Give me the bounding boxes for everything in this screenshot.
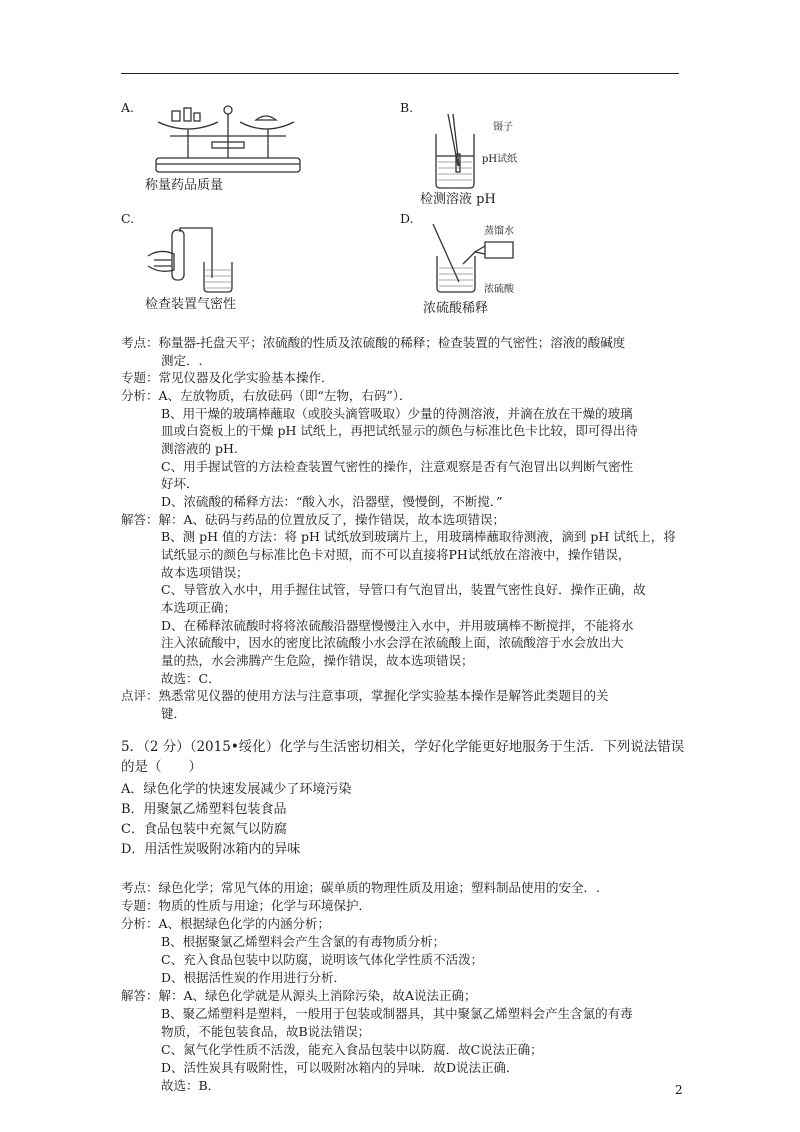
q5-jieda-1: 解答：解：A、绿色化学就是从源头上消除污染，故A说法正确；	[121, 988, 477, 1003]
q4-jieda-5: C、导管放入水中，用手握住试管，导管口有气泡冒出，装置气密性良好．操作正确，故	[161, 582, 646, 597]
ph-paper-label: pH试纸	[482, 154, 518, 165]
q5-jieda-2: B、聚乙烯塑料是塑料，一般用于包装或制器具，其中聚氯乙烯塑料会产生含氯的有毒	[161, 1006, 633, 1021]
airtight-check-image	[144, 226, 244, 294]
q5-jieda-6: 故选：B．	[161, 1078, 221, 1093]
tweezers-label: 镊子	[493, 122, 513, 133]
q5-stem-1: 5．（2 分）（2015•绥化）化学与生活密切相关，学好化学能更好地服务于生活．下列说法错误	[121, 739, 685, 755]
q5-choice-a: A．绿色化学的快速发展减少了环境污染	[121, 782, 352, 797]
q5-kaodian: 考点：绿色化学；常见气体的用途；碳单质的物理性质及用途；塑料制品使用的安全．.	[121, 880, 600, 895]
option-b-caption: 检测溶液 pH	[420, 192, 496, 207]
q5-stem-2: 的是（ ）	[121, 759, 202, 775]
q4-fenxi-3: 皿或白瓷板上的干燥 pH 试纸上，再把试纸显示的颜色与标准比色卡比较，即可得出待	[161, 423, 638, 438]
q4-jieda-7: D、在稀释浓硫酸时将将浓硫酸沿器壁慢慢注入水中，并用玻璃棒不断搅拌，不能将水	[161, 618, 634, 633]
q5-zhuanti: 专题：物质的性质与用途；化学与环境保护．	[121, 898, 372, 913]
q4-jieda-3: 试纸显示的颜色与标准比色卡对照，而不可以直接将PH试纸放在溶液中，操作错误，	[161, 547, 631, 562]
option-a-letter: A.	[121, 100, 135, 115]
q4-jieda-9: 量的热，水会沸腾产生危险，操作错误，故本选项错误；	[161, 653, 474, 668]
q4-fenxi-2: B、用干燥的玻璃棒蘸取（或胶头滴管吸取）少量的待测溶液，并滴在放在干燥的玻璃	[161, 406, 633, 421]
q5-jieda-5: D、活性炭具有吸附性，可以吸附冰箱内的异味．故D说法正确．	[161, 1060, 519, 1075]
q5-fenxi-2: B、根据聚氯乙烯塑料会产生含氯的有毒物质分析；	[161, 934, 446, 949]
sulfuric-acid-label: 浓硫酸	[484, 284, 514, 295]
q4-fenxi-5: C、用手握试管的方法检查装置气密性的操作，注意观察是否有气泡冒出以判断气密性	[161, 459, 634, 474]
q4-fenxi-4: 测溶液的 pH.	[161, 441, 238, 456]
option-a-caption: 称量药品质量	[145, 178, 224, 193]
q5-fenxi-3: C、充入食品包装中以防腐，说明该气体化学性质不活泼；	[161, 952, 484, 967]
option-b-letter: B.	[400, 100, 414, 115]
q4-kaodian-1: 考点：称量器-托盘天平；浓硫酸的性质及浓硫酸的稀释；检查装置的气密性；溶液的酸碱度	[121, 335, 626, 350]
q5-choice-d: D．用活性炭吸附冰箱内的异味	[121, 842, 301, 857]
option-d-letter: D.	[400, 211, 414, 226]
option-d-caption: 浓硫酸稀释	[423, 301, 489, 316]
option-c-caption: 检查装置气密性	[145, 297, 237, 312]
q4-kaodian-2: 测定．.	[161, 353, 203, 368]
q5-choice-b: B．用聚氯乙烯塑料包装食品	[121, 802, 287, 817]
header-rule	[121, 73, 679, 74]
q5-fenxi-1: 分析：A、根据绿色化学的内涵分析；	[121, 916, 331, 931]
q4-jieda-1: 解答：解：A、砝码与药品的位置放反了，操作错误，故本选项错误；	[121, 512, 506, 527]
q4-jieda-2: B、测 pH 值的方法：将 pH 试纸放到玻璃片上，用玻璃棒蘸取待测液，滴到 pH 试纸上，将	[161, 529, 676, 544]
q4-zhuanti: 专题：常见仪器及化学实验基本操作．	[121, 370, 334, 385]
distilled-water-label: 蒸馏水	[484, 226, 514, 237]
q4-jieda-10: 故选：C．	[161, 671, 221, 686]
q4-fenxi-6: 好坏．	[161, 476, 199, 491]
q4-dianping-2: 键．	[161, 706, 187, 721]
q4-fenxi-7: D、浓硫酸的稀释方法：“酸入水，沿器壁，慢慢倒，不断搅．”	[161, 494, 503, 509]
ph-test-image	[430, 112, 480, 190]
q4-dianping-1: 点评：熟悉常见仪器的使用方法与注意事项，掌握化学实验基本操作是解答此类题目的关	[121, 688, 609, 703]
q4-jieda-6: 本选项正确；	[161, 600, 237, 615]
q5-jieda-4: C、氮气化学性质不活泼，能充入食品包装中以防腐．故C说法正确；	[161, 1042, 543, 1057]
balance-image	[148, 100, 308, 178]
q5-jieda-3: 物质，不能包装食品，故B说法错误；	[161, 1024, 371, 1039]
q5-choice-c: C．食品包装中充氮气以防腐	[121, 822, 287, 837]
q4-fenxi-1: 分析：A、左放物质，右放砝码（即“左物，右码”）．	[121, 388, 412, 403]
option-c-letter: C.	[121, 211, 135, 226]
q5-fenxi-4: D、根据活性炭的作用进行分析．	[161, 970, 347, 985]
page-number: 2	[675, 1083, 683, 1097]
q4-jieda-4: 故本选项错误；	[161, 565, 249, 580]
q4-jieda-8: 注入浓硫酸中，因水的密度比浓硫酸小水会浮在浓硫酸上面，浓硫酸溶于水会放出大	[161, 635, 624, 650]
